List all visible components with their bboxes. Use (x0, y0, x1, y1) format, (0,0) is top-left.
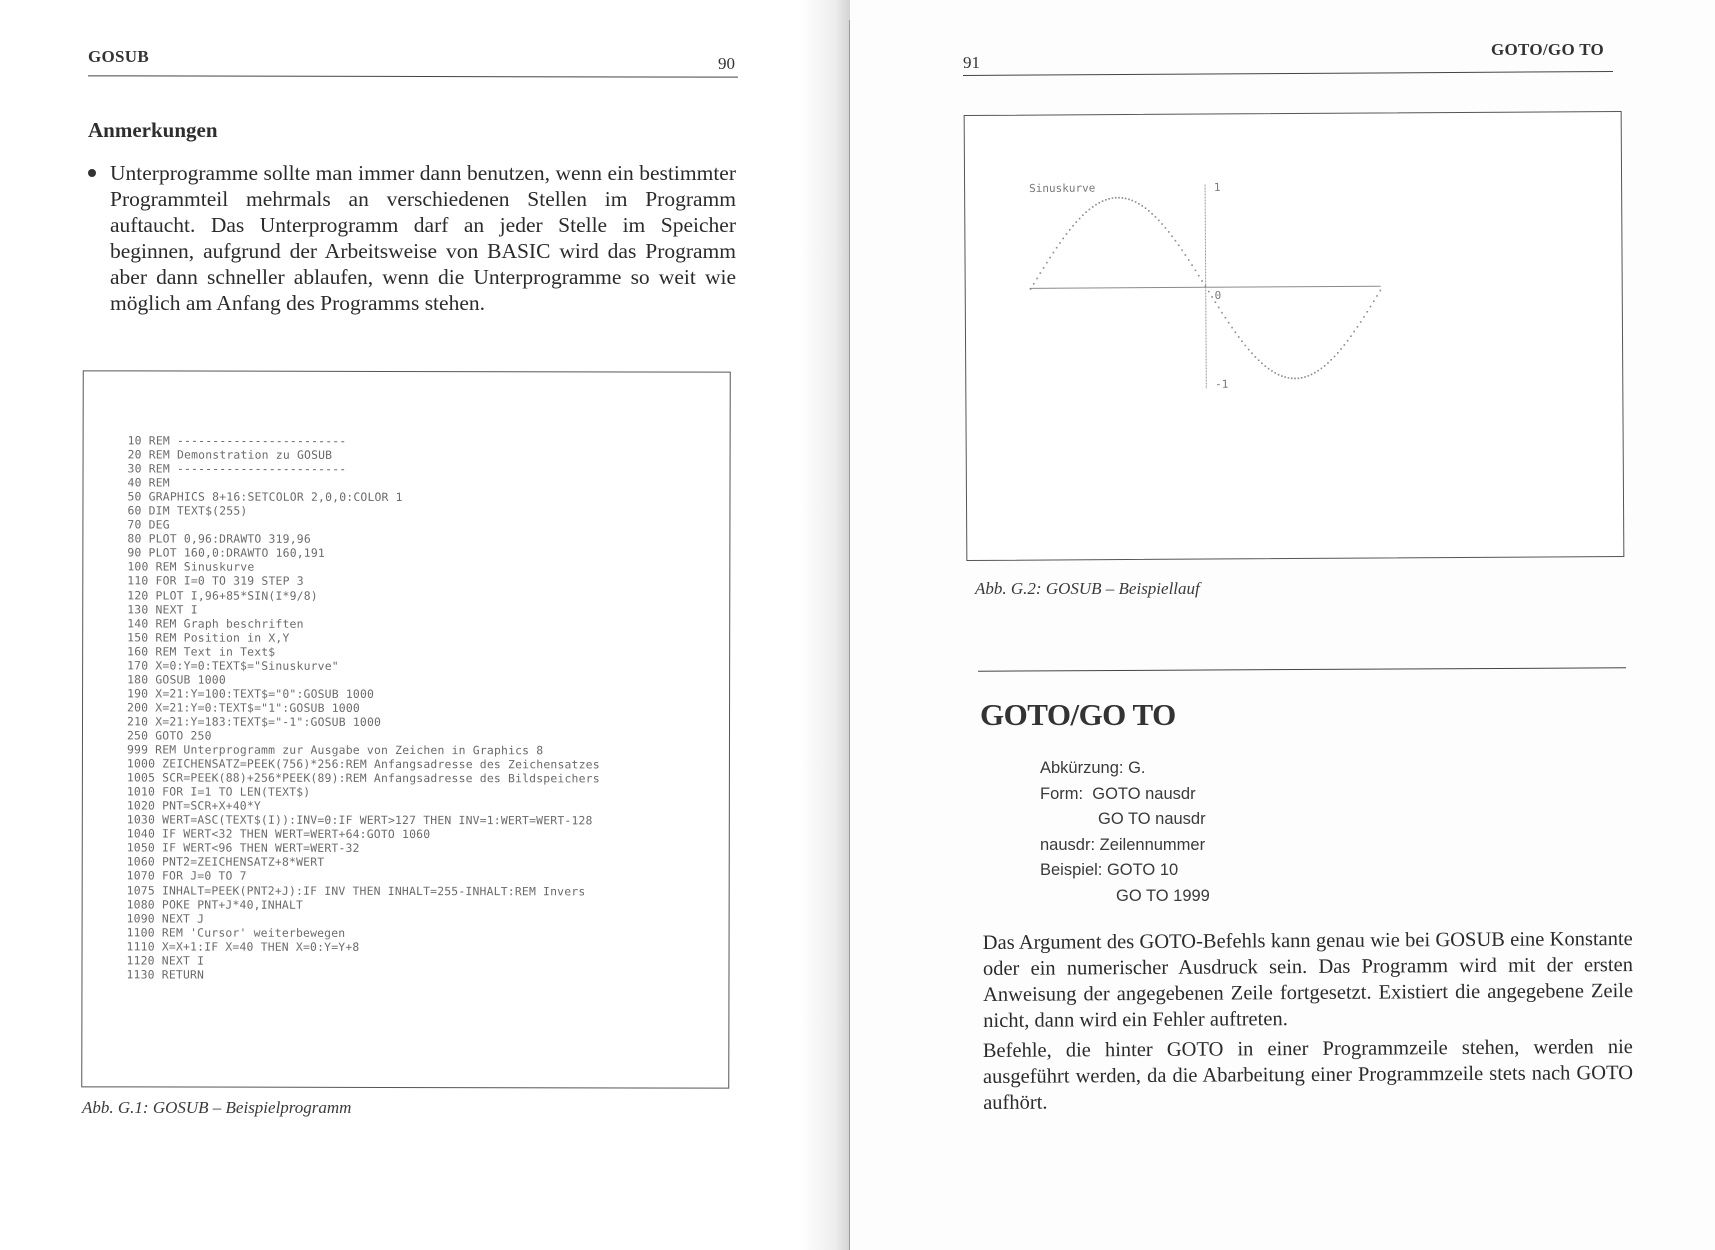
sine-point (1353, 331, 1355, 333)
code-line: 160 REM Text in Text$ (127, 644, 276, 659)
sine-point (1201, 280, 1203, 282)
code-line: 180 GOSUB 1000 (127, 672, 226, 687)
sine-point (1334, 356, 1336, 358)
y-tick-label-0: 0 (1214, 288, 1222, 302)
syntax-value: GOTO 10 (1106, 861, 1179, 879)
syntax-value: G. (1128, 759, 1146, 777)
sine-point (1062, 238, 1064, 240)
sine-point (1175, 240, 1177, 242)
sine-point (1307, 375, 1309, 377)
sine-point (1135, 201, 1137, 203)
sine-point (1171, 235, 1173, 237)
sine-point (1228, 322, 1230, 324)
chart-title-label: Sinuskurve (1029, 181, 1096, 196)
bullet-icon (88, 169, 96, 177)
figure-caption: Abb. G.1: GOSUB – Beispielprogramm (82, 1098, 352, 1117)
sine-point (1115, 197, 1117, 199)
code-line: 110 FOR I=0 TO 319 STEP 3 (127, 573, 304, 589)
sine-point (1350, 335, 1352, 337)
syntax-form-alt (1040, 807, 1210, 833)
sine-point (1321, 368, 1323, 370)
sine-point (1188, 259, 1190, 261)
sine-point (1158, 220, 1160, 222)
code-line: 60 DIM TEXT$(255) (127, 503, 248, 518)
program-listing-figure (81, 370, 731, 1088)
sine-point (1095, 204, 1097, 206)
sine-point (1360, 321, 1362, 323)
sine-point (1330, 359, 1332, 361)
sine-point (1168, 231, 1170, 233)
sine-point (1370, 306, 1372, 308)
sine-point (1138, 203, 1140, 205)
sine-point (1069, 229, 1071, 231)
sine-graph-figure (964, 111, 1625, 561)
syntax-example (1040, 858, 1210, 884)
sine-point (1178, 245, 1180, 247)
page-number: 90 (718, 54, 735, 73)
sine-point (1128, 199, 1130, 201)
section-heading: Anmerkungen (88, 118, 218, 142)
sine-point (1357, 326, 1359, 328)
syntax-form (1040, 782, 1210, 808)
sine-point (1105, 199, 1107, 201)
code-line: 170 X=0:Y=0:TEXT$="Sinuskurve" (127, 658, 339, 673)
syntax-label: nausdr: (1040, 835, 1096, 854)
sine-point (1251, 353, 1253, 355)
code-line: 130 NEXT I (127, 601, 198, 617)
sine-point (1245, 345, 1247, 347)
sine-point (1373, 300, 1375, 302)
sine-point (1208, 291, 1210, 293)
code-line: 1060 PNT2=ZEICHENSATZ+8*WERT (126, 854, 325, 870)
sine-point (1284, 376, 1286, 378)
sine-point (1274, 372, 1276, 374)
code-line: 1000 ZEICHENSATZ=PEEK(756)*256:REM Anfangsadresse des Zeichensatzes (126, 756, 600, 772)
sine-point (1082, 214, 1084, 216)
sine-point (1112, 197, 1114, 199)
syntax-value: GO TO nausdr (1098, 810, 1206, 828)
sine-point (1268, 368, 1270, 370)
code-line: 210 X=21:Y=183:TEXT$="-1":GOSUB 1000 (127, 714, 382, 729)
sine-point (1066, 233, 1068, 235)
sine-point (1191, 264, 1193, 266)
bullet-text: Unterprogramme sollte man immer dann benutzen, wenn ein bestimmter Programmteil mehrmals an verschiedenen Stellen im Programm auftaucht. Das Unterprogramm darf an jeder Stelle im Speicher beginnen, aufgrund der Arbeitsweise von BASIC wird das Programm aber dann schneller ablaufen, wenn die Unterprogramme so weit wie möglich am Anfang des Programms stehen. (110, 161, 736, 315)
sine-point (1317, 370, 1319, 372)
code-line: 1050 IF WERT<96 THEN WERT=WERT-32 (126, 840, 360, 856)
sine-point (1043, 267, 1045, 269)
code-line: 50 GRAPHICS 8+16:SETCOLOR 2,0,0:COLOR 1 (127, 489, 403, 505)
code-line: 10 REM ------------------------ (127, 433, 347, 448)
sine-point (1195, 270, 1197, 272)
sine-point (1102, 200, 1104, 202)
code-line: 1020 PNT=SCR+X+40*Y (126, 798, 261, 813)
sine-point (1301, 377, 1303, 379)
code-line: 1130 RETURN (126, 967, 205, 982)
sine-point (1327, 362, 1329, 364)
sine-point (1098, 202, 1100, 204)
code-line: 1010 FOR I=1 TO LEN(TEXT$) (126, 784, 311, 799)
code-line: 20 REM Demonstration zu GOSUB (127, 447, 333, 462)
sine-point (1298, 377, 1300, 379)
sine-point (1231, 327, 1233, 329)
sine-point (1079, 218, 1081, 220)
sine-point (1036, 278, 1038, 280)
sine-point (1092, 206, 1094, 208)
sine-point (1040, 272, 1042, 274)
sine-point (1155, 216, 1157, 218)
sine-point (1337, 352, 1339, 354)
sine-point (1340, 348, 1342, 350)
code-line: 1110 X=X+1:IF X=40 THEN X=0:Y=Y+8 (126, 939, 360, 954)
sine-point (1030, 288, 1032, 290)
sine-point (1291, 378, 1293, 380)
syntax-nausdr (1040, 833, 1210, 859)
sine-point (1165, 227, 1167, 229)
body-paragraph-1 (983, 926, 1634, 1034)
syntax-value: GO TO 1999 (1116, 886, 1210, 905)
sine-point (1089, 209, 1091, 211)
sine-point (1056, 247, 1058, 249)
sine-point (1314, 372, 1316, 374)
sine-point (1125, 198, 1127, 200)
code-line: 999 REM Unterprogramm zur Ausgabe von Zeichen in Graphics 8 (126, 742, 544, 758)
sine-point (1235, 332, 1237, 334)
page-number-right: 91 (963, 53, 980, 72)
code-line: 100 REM Sinuskurve (127, 559, 255, 575)
sine-point (1255, 356, 1257, 358)
sine-point (1278, 374, 1280, 376)
sine-point (1205, 285, 1207, 287)
syntax-abbreviation (1040, 756, 1210, 782)
program-listing (126, 433, 600, 982)
sine-point (1241, 340, 1243, 342)
sine-point (1288, 377, 1290, 379)
sine-point (1053, 252, 1055, 254)
code-line: 1100 REM 'Cursor' weiterbewegen (126, 925, 346, 940)
sine-point (1198, 275, 1200, 277)
code-line: 1005 SCR=PEEK(88)+256*PEEK(89):REM Anfangsadresse des Bildspeichers (126, 770, 600, 786)
sine-point (1264, 365, 1266, 367)
code-line: 30 REM ------------------------ (127, 461, 347, 476)
sine-point (1185, 254, 1187, 256)
code-line: 40 REM (127, 475, 170, 490)
sine-point (1108, 198, 1110, 200)
code-line: 90 PLOT 160,0:DRAWTO 160,191 (127, 545, 326, 561)
sine-point (1075, 221, 1077, 223)
syntax-label: Form: (1040, 784, 1084, 803)
sine-point (1294, 378, 1296, 380)
sine-point (1131, 200, 1133, 202)
code-line: 80 PLOT 0,96:DRAWTO 319,96 (127, 531, 311, 547)
code-line: 120 PLOT I,96+85*SIN(I*9/8) (127, 587, 318, 603)
sine-point (1118, 197, 1120, 199)
syntax-label: Beispiel: (1040, 861, 1103, 879)
sine-point (1033, 283, 1035, 285)
sine-chart (965, 112, 1623, 559)
sine-point (1151, 213, 1153, 215)
sine-point (1181, 249, 1183, 251)
sine-point (1324, 365, 1326, 367)
y-tick-label-minus-1: -1 (1215, 377, 1229, 391)
book-spine (849, 20, 850, 1250)
code-line: 1030 WERT=ASC(TEXT$(I)):INV=0:IF WERT>127 THEN INV=1:WERT=WERT-128 (126, 812, 593, 828)
syntax-label: Abkürzung: (1040, 759, 1124, 777)
code-line: 1070 FOR J=0 TO 7 (126, 868, 247, 884)
sine-point (1059, 242, 1061, 244)
left-page (0, 0, 850, 1250)
sine-point (1148, 210, 1150, 212)
code-line: 1040 IF WERT<32 THEN WERT=WERT+64:GOTO 1060 (126, 826, 431, 842)
sine-point (1225, 317, 1227, 319)
syntax-example-alt (1040, 884, 1210, 910)
sine-point (1221, 312, 1223, 314)
syntax-value: GOTO nausdr (1092, 784, 1196, 803)
body-paragraph-2 (983, 1034, 1633, 1116)
sine-point (1363, 316, 1365, 318)
code-line: 140 REM Graph beschriften (127, 616, 304, 631)
code-line: 1120 NEXT I (126, 953, 205, 968)
running-header-title-right: GOTO/GO TO (1491, 40, 1605, 59)
sine-point (1161, 223, 1163, 225)
sine-point (1271, 370, 1273, 372)
sine-point (1218, 307, 1220, 309)
sine-point (1122, 197, 1124, 199)
sine-point (1261, 363, 1263, 365)
bullet-item (88, 160, 736, 316)
code-line: 1090 NEXT J (126, 911, 205, 926)
sine-point (1049, 257, 1051, 259)
sine-point (1211, 296, 1213, 298)
sine-point (1347, 340, 1349, 342)
syntax-value: Zeilennummer (1099, 835, 1206, 854)
book-spine-shadow (800, 0, 850, 1250)
syntax-block (1040, 756, 1210, 909)
code-line: 150 REM Position in X,Y (127, 630, 290, 645)
sine-point (1238, 336, 1240, 338)
code-line: 190 X=21:Y=100:TEXT$="0":GOSUB 1000 (127, 686, 375, 701)
section-title: GOTO/GO TO (980, 697, 1176, 732)
sine-point (1366, 311, 1368, 313)
code-line: 1080 POKE PNT+J*40,INHALT (126, 896, 304, 912)
sine-point (1281, 375, 1283, 377)
sine-point (1380, 290, 1382, 292)
sine-point (1344, 344, 1346, 346)
sine-point (1085, 211, 1087, 213)
sine-point (1258, 359, 1260, 361)
figure-caption-right: Abb. G.2: GOSUB – Beispiellauf (975, 579, 1200, 598)
paragraph-text: Befehle, die hinter GOTO in einer Programmzeile stehen, werden nie ausgeführt werden, da die Abarbeitung einer Programmzeile stets nach GOTO aufhört. (982, 1036, 1634, 1114)
paragraph-text: Das Argument des GOTO-Befehls kann genau wie bei GOSUB eine Konstante oder ein numerischer Ausdruck sein. Das Programm wird mit der ersten Anweisung der angegebenen Zeile fortgesetzt. Existiert die angegebene Zeile nicht, dann wird ein Fehler auftreten. (982, 928, 1634, 1032)
sine-point (1311, 374, 1313, 376)
sine-point (1304, 376, 1306, 378)
running-header-title: GOSUB (88, 47, 150, 66)
sine-point (1046, 262, 1048, 264)
header-rule (88, 75, 738, 77)
sine-point (1248, 349, 1250, 351)
y-tick-label-1: 1 (1213, 180, 1221, 194)
sine-point (1141, 205, 1143, 207)
sine-point (1145, 207, 1147, 209)
sine-point (1072, 225, 1074, 227)
sine-point (1376, 295, 1378, 297)
code-line: 1075 INHALT=PEEK(PNT2+J):IF INV THEN INHALT=255-INHALT:REM Invers (126, 882, 586, 898)
code-line: 250 GOTO 250 (126, 728, 212, 743)
code-line: 70 DEG (127, 517, 170, 532)
code-line: 200 X=21:Y=0:TEXT$="1":GOSUB 1000 (127, 700, 360, 715)
